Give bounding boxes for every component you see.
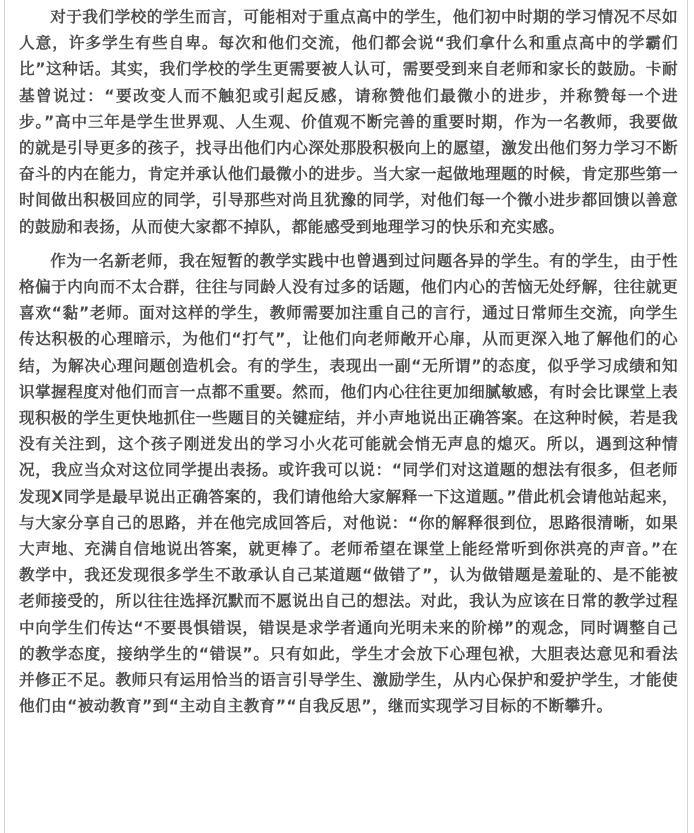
article-body	[19, 4, 678, 719]
document-frame	[4, 0, 688, 833]
paragraph-new-teacher-practice: 作为一名新老师，我在短暂的教学实践中也曾遇到过问题各异的学生。有的学生，由于性格偏于内向而不太合群，往往与同龄人没有过多的话题，他们内心的苦恼无处纾解，往往就更喜欢“黏”老师。面对这样的学生，教师需要加注重自己的言行，通过日常师生交流，向学生传达积极的心理暗示，为他们“打气”，让他们向老师敞开心扉，从而更深入地了解他们的心结，为解决心理问题创造机会。有的学生，表现出一副“无所谓”的态度，似乎学习成绩和知识掌握程度对他们而言一点都不重要。然而，他们内心往往更加细腻敏感，有时会比课堂上表现积极的学生更快地抓住一些题目的关键症结，并小声地说出正确答案。在这种时候，若是我没有关注到，这个孩子刚迸发出的学习小火花可能就会悄无声息的熄灭。所以，遇到这种情况，我应当众对这位同学提出表扬。或许我可以说：“同学们对这道题的想法有很多，但老师发现X同学是最早说出正确答案的，我们请他给大家解释一下这道题。”借此机会请他站起来，与大家分享自己的思路，并在他完成回答后，对他说：“你的解释很到位，思路很清晰，如果大声地、充满自信地说出答案，就更棒了。老师希望在课堂上能经常听到你洪亮的声音。”在教学中，我还发现很多学生不敢承认自己某道题“做错了”，认为做错题是羞耻的、是不能被老师接受的，所以往往选择沉默而不愿说出自己的想法。对此，我认为应该在日常的教学过程中向学生们传达“不要畏惧错误，错误是求学者通向光明未来的阶梯”的观念，同时调整自己的教学态度，接纳学生的“错误”。只有如此，学生才会放下心理包袱，大胆表达意见和看法并修正不足。教师只有运用恰当的语言引导学生、激励学生，从内心保护和爱护学生，才能使他们由“被动教育”到“主动自主教育”“自我反思”，继而实现学习目标的不断攀升。	[19, 251, 678, 716]
paragraph-praise-progress: 对于我们学校的学生而言，可能相对于重点高中的学生，他们初中时期的学习情况不尽如人意，许多学生有些自卑。每次和他们交流，他们都会说“我们拿什么和重点高中的学霸们比”这种话。其实，我们学校的学生更需要被人认可，需要受到来自老师和家长的鼓励。卡耐基曾说过：“要改变人而不触犯或引起反感，请称赞他们最微小的进步，并称赞每一个进步。”高中三年是学生世界观、人生观、价值观不断完善的重要时期，作为一名教师，我要做的就是引导更多的孩子，找寻出他们内心深处那股积极向上的愿望，激发出他们努力学习不断奋斗的内在能力，肯定并承认他们最微小的进步。当大家一起做地理题的时候，肯定那些第一时间做出积极回应的同学，引导那些对尚且犹豫的同学，对他们每一个微小进步都回馈以善意的鼓励和表扬，从而使大家都不掉队，都能感受到地理学习的快乐和充实感。	[19, 8, 678, 236]
